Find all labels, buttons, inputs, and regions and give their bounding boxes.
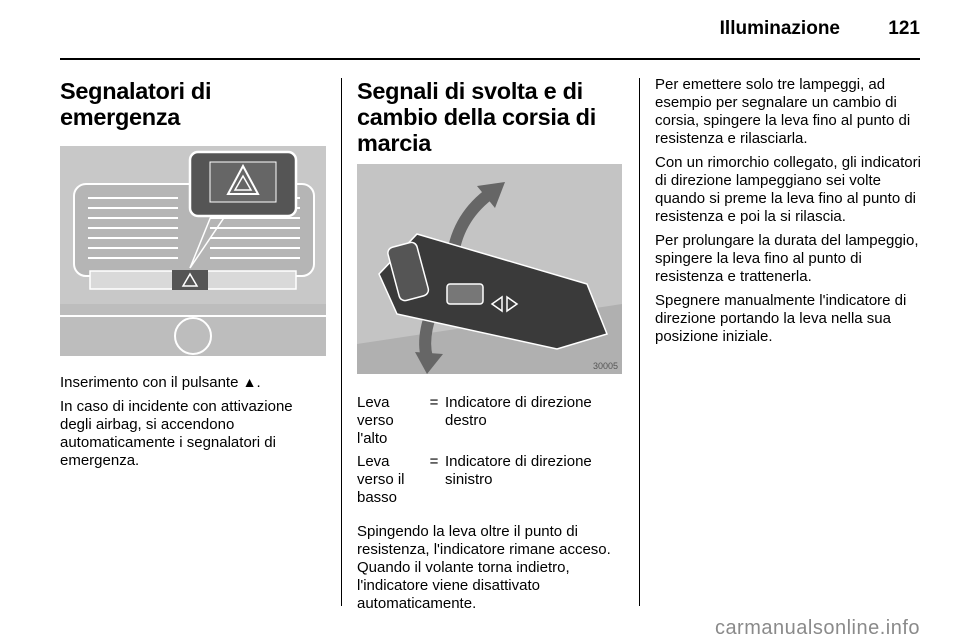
definition-text: Indicatore di direzione destro <box>445 394 592 429</box>
hazard-button-figure <box>60 146 326 356</box>
column-turn-signals <box>357 72 624 613</box>
definition-equals: = <box>429 453 439 470</box>
definition-row <box>357 394 624 448</box>
column-divider-2 <box>639 78 640 606</box>
definition-equals: = <box>429 394 439 411</box>
turn-signal-lever-illustration <box>357 164 622 374</box>
hazard-paragraph-2: In caso di incidente con attivazione degli airbag, si accendono automaticamente i segnalatori di emergenza. <box>60 398 293 469</box>
definition-term: Leva verso l'alto <box>357 394 394 447</box>
section-title-turn-signals: Segnali di svolta e di cambio della corsia di marcia <box>357 78 596 156</box>
column-divider-1 <box>341 78 342 606</box>
column-turn-signal-details <box>655 76 923 346</box>
definition-text: Indicatore di direzione sinistro <box>445 453 592 488</box>
details-paragraph-4: Spegnere manualmente l'indicatore di direzione portando la leva nella sua posizione iniziale. <box>655 292 907 345</box>
hazard-paragraph-1 <box>60 373 326 392</box>
header-rule <box>60 58 920 60</box>
details-paragraph-1: Per emettere solo tre lampeggi, ad esempio per segnalare un cambio di corsia, spingere la leva fino al punto di resistenza e rilasciarla. <box>655 76 911 147</box>
page-number: 121 <box>888 18 920 39</box>
definition-term: Leva verso il basso <box>357 453 405 506</box>
hazard-paragraph-1-end: . <box>256 374 261 391</box>
hazard-paragraph-1-text: Inserimento con il pulsante <box>60 374 239 391</box>
details-paragraph-2: Con un rimorchio collegato, gli indicatori di direzione lampeggiano sei volte quando si preme la leva fino al punto di resistenza e poi la si rilascia. <box>655 154 921 225</box>
definition-list <box>357 394 624 507</box>
watermark: carmanualsonline.info <box>714 617 920 639</box>
running-header-title: Illuminazione <box>719 18 840 39</box>
hazard-triangle-icon: ▲ <box>242 374 257 390</box>
turn-signal-paragraph-1: Spingendo la leva oltre il punto di resistenza, l'indicatore rimane acceso. Quando il volante torna indietro, l'indicatore viene disattivato automaticamente. <box>357 523 611 612</box>
turn-signal-lever-figure <box>357 164 622 374</box>
definition-row <box>357 453 624 507</box>
figure-number: 30005 <box>592 361 618 371</box>
details-paragraph-3: Per prolungare la durata del lampeggio, spingere la leva fino al punto di resistenza e trattenerla. <box>655 232 919 285</box>
column-hazard-lights <box>60 72 326 470</box>
section-title-hazard: Segnalatori di emergenza <box>60 78 212 130</box>
dashboard-vents-illustration <box>60 146 326 356</box>
